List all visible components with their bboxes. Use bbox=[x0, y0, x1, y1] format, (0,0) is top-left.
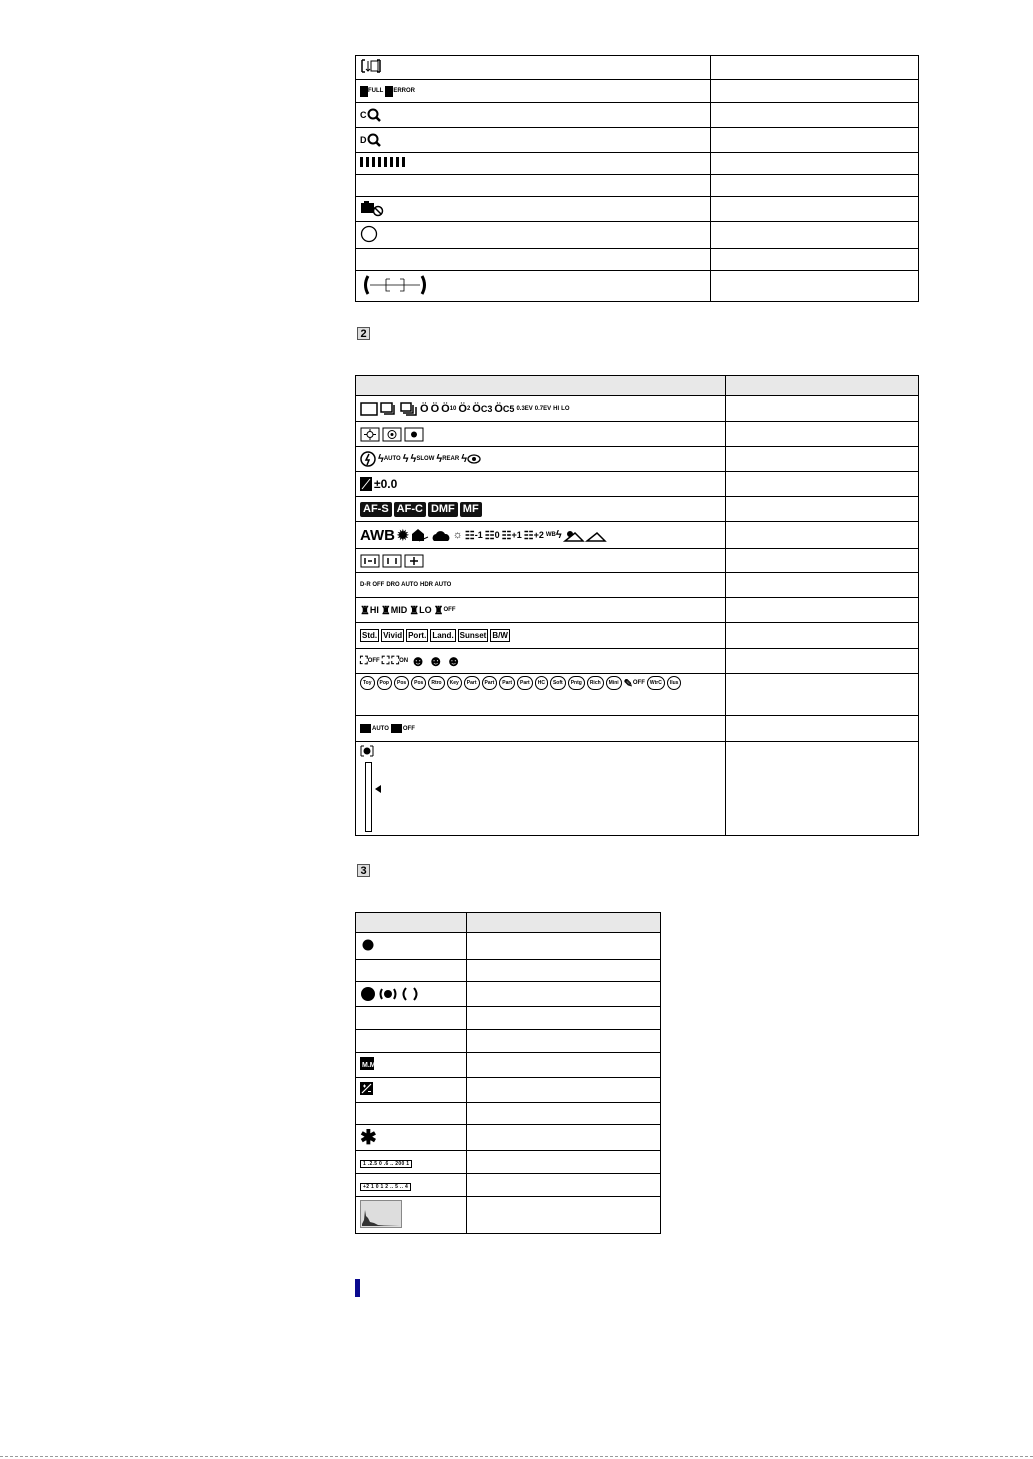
shutter-speed-scale-icon: 1 .2.5 0 .6 .. 200 1 bbox=[360, 1160, 412, 1168]
ae-lock-icon: ✱ bbox=[360, 1127, 377, 1149]
flash-auto-icon: ϟ AUTO bbox=[378, 453, 401, 465]
framing-auto-icon: AUTO bbox=[360, 724, 389, 734]
effect-retro-icon: Rtro bbox=[428, 676, 444, 690]
memory-full-icon: FULL bbox=[360, 86, 383, 97]
face-detect-icon: ⛶ bbox=[381, 654, 390, 667]
svg-text:M.M: M.M bbox=[362, 1062, 376, 1069]
smile-big-icon: ☻ bbox=[445, 652, 462, 670]
flash-rear-icon: ϟ REAR bbox=[436, 453, 460, 465]
effect-hc-bw-icon: HC bbox=[535, 676, 548, 690]
bracket-03ev-icon: 0.3EV bbox=[516, 405, 533, 412]
red-eye-icon: ϟ bbox=[461, 453, 481, 465]
speed-priority-icon bbox=[400, 402, 418, 416]
style-standard-icon: Std. bbox=[362, 631, 378, 640]
effect-pop-icon: Pop bbox=[377, 676, 392, 690]
effect-part-color-r-icon: Part bbox=[464, 676, 480, 690]
flash-slow-icon: ϟ SLOW bbox=[410, 453, 435, 465]
dro-auto-icon: DRO AUTO bbox=[386, 582, 418, 588]
hdr-auto-icon: HDR AUTO bbox=[420, 582, 452, 588]
smile-normal-icon: ☻ bbox=[427, 652, 444, 670]
focus-mode-icons bbox=[360, 502, 721, 517]
flash-comp-value: ±0.0 bbox=[374, 477, 398, 491]
center-metering-icon bbox=[382, 554, 402, 568]
flash-mode-icons bbox=[360, 451, 721, 467]
aperture-scale-icon: +2 1 0 1 2 .. 5 .. 4 bbox=[360, 1183, 411, 1191]
focus-indicator-icons bbox=[360, 986, 462, 1002]
nr-hi-icon: ♜ HI bbox=[360, 604, 379, 617]
drive-mode-icons bbox=[360, 402, 721, 416]
focus-indicator-icon bbox=[360, 938, 376, 952]
fluorescent-0-icon: ☷ 0 bbox=[484, 529, 500, 542]
memory-error-icon: ERROR bbox=[385, 86, 415, 97]
smile-sensitivity-bar bbox=[365, 762, 372, 832]
section-marker bbox=[355, 1279, 360, 1297]
face-detect-on-icon: ⛶ ON bbox=[391, 654, 409, 667]
incandescent-icon: ☼ bbox=[452, 529, 463, 541]
table-header bbox=[356, 376, 726, 396]
single-shot-icon bbox=[360, 402, 378, 416]
smile-slight-icon: ☻ bbox=[410, 652, 426, 670]
effect-part-color-b-icon: Part bbox=[499, 676, 515, 690]
af-c-icon: AF-C bbox=[394, 502, 426, 517]
face-detect-off-icon: ⛶ OFF bbox=[360, 654, 380, 667]
dmf-icon: DMF bbox=[428, 502, 458, 517]
sensitivity-pointer-icon bbox=[374, 785, 382, 793]
nr-lo-icon: ♜ LO bbox=[409, 604, 432, 617]
mf-icon: MF bbox=[460, 502, 482, 517]
section-number-3: 3 bbox=[357, 864, 370, 877]
section-number-2: 2 bbox=[357, 327, 370, 340]
exposure-comp-icon bbox=[360, 1082, 373, 1095]
effect-soft-key-icon: Key bbox=[447, 676, 462, 690]
flash-compensation bbox=[360, 477, 721, 491]
style-vivid-icon: Vivid bbox=[383, 631, 403, 640]
histogram-icon bbox=[360, 1200, 402, 1228]
focus-spot-icon bbox=[404, 427, 424, 442]
effect-illustration-icon: Ilus bbox=[667, 676, 682, 690]
noise-reduction-icons bbox=[360, 604, 721, 617]
effect-off-icon: ✎ OFF bbox=[623, 677, 645, 690]
wb-bracket-hi-icon: HI bbox=[553, 405, 560, 412]
focus-locked-icon bbox=[360, 986, 376, 1002]
self-timer-c5-icon: Ö C5 bbox=[494, 402, 515, 415]
flash-comp-icon bbox=[360, 477, 372, 491]
awb-icon: AWB bbox=[360, 526, 395, 544]
clear-zoom-icon: C bbox=[360, 108, 381, 122]
effect-watercolor-icon: WtrC bbox=[647, 676, 665, 690]
focus-area-icons bbox=[360, 427, 721, 442]
bracket-07ev-icon: 0.7EV bbox=[534, 405, 552, 412]
effect-toy-icon: Toy bbox=[360, 676, 375, 690]
effect-part-color-g-icon: Part bbox=[482, 676, 498, 690]
custom-wb-icon bbox=[564, 528, 584, 542]
digital-zoom-icon: D bbox=[360, 133, 381, 147]
indicator-table-3 bbox=[355, 912, 661, 1234]
manual-metering-icon bbox=[360, 1057, 374, 1070]
cloudy-icon bbox=[431, 528, 451, 542]
self-timer-multi-icon: Ö bbox=[430, 402, 440, 415]
smile-sensitivity-indicator bbox=[360, 745, 721, 832]
self-timer-2-icon: Ö 2 bbox=[458, 402, 471, 415]
focus-center-icon bbox=[382, 427, 402, 442]
flash-fill-icon: ϟ bbox=[402, 453, 409, 465]
focus-tracking-icon bbox=[378, 986, 398, 1002]
cell-icon bbox=[356, 56, 711, 80]
white-balance-icons bbox=[360, 527, 721, 544]
metering-mode-icons bbox=[360, 554, 721, 568]
buffer-bar-icon bbox=[360, 157, 406, 167]
nr-off-icon: ♜ OFF bbox=[433, 604, 456, 617]
table-header bbox=[356, 913, 467, 933]
effect-miniature-icon: Mini bbox=[606, 676, 622, 690]
effect-part-color-y-icon: Part bbox=[517, 676, 533, 690]
af-s-icon: AF-S bbox=[360, 502, 392, 517]
effect-soft-focus-icon: Soft bbox=[550, 676, 566, 690]
focus-wide-icon bbox=[360, 427, 380, 442]
af-range-frame-icon bbox=[360, 273, 430, 297]
dro-off-icon: D-R OFF bbox=[360, 582, 385, 588]
daylight-icon: ✹ bbox=[397, 526, 409, 543]
flash-wb-icon: WB ϟ bbox=[545, 529, 562, 541]
page-bottom-rule bbox=[0, 1456, 1033, 1457]
auto-framing-icons bbox=[360, 724, 721, 734]
custom-wb-set-icon bbox=[586, 528, 606, 542]
effect-rich-tone-icon: Rich bbox=[587, 676, 604, 690]
self-timer-10-icon: Ö 10 bbox=[441, 402, 457, 415]
multi-metering-icon bbox=[360, 554, 380, 568]
indicator-table-1 bbox=[355, 55, 919, 302]
fluorescent-plus2-icon: ☷ +2 bbox=[523, 529, 544, 542]
flash-off-icon bbox=[360, 451, 376, 467]
shade-icon bbox=[411, 528, 429, 542]
effect-posterization-icon: Pos bbox=[394, 676, 409, 690]
no-shooting-icon bbox=[360, 200, 384, 216]
nr-mid-icon: ♜ MID bbox=[380, 604, 408, 617]
picture-effect-icons bbox=[360, 676, 710, 690]
effect-hdr-painting-icon: Pntg bbox=[568, 676, 585, 690]
indicator-table-2 bbox=[355, 375, 919, 836]
dro-icons bbox=[360, 582, 721, 588]
storage-orientation-icon bbox=[360, 58, 382, 74]
framing-off-icon: OFF bbox=[391, 724, 415, 734]
style-portrait-icon: Port. bbox=[408, 631, 427, 640]
fluorescent-plus1-icon: ☷ +1 bbox=[501, 529, 522, 542]
effect-posterization-bw-icon: Pos bbox=[411, 676, 426, 690]
circle-icon bbox=[360, 225, 378, 243]
smile-frame-icon bbox=[360, 745, 374, 757]
continuous-shot-icon bbox=[380, 402, 398, 416]
style-landscape-icon: Land. bbox=[432, 631, 454, 640]
creative-style-icons bbox=[360, 629, 721, 642]
self-timer-c3-icon: Ö C3 bbox=[472, 402, 493, 415]
style-sunset-icon: Sunset bbox=[459, 631, 487, 640]
spot-metering-icon bbox=[404, 554, 424, 568]
self-timer-icon: Ö bbox=[420, 402, 429, 415]
wb-bracket-lo-icon: LO bbox=[561, 405, 570, 412]
fluorescent-minus1-icon: ☷ -1 bbox=[464, 529, 483, 542]
focus-adjusting-icon bbox=[400, 986, 420, 1002]
style-bw-icon: B/W bbox=[492, 631, 508, 640]
face-detection-icons bbox=[360, 653, 721, 670]
